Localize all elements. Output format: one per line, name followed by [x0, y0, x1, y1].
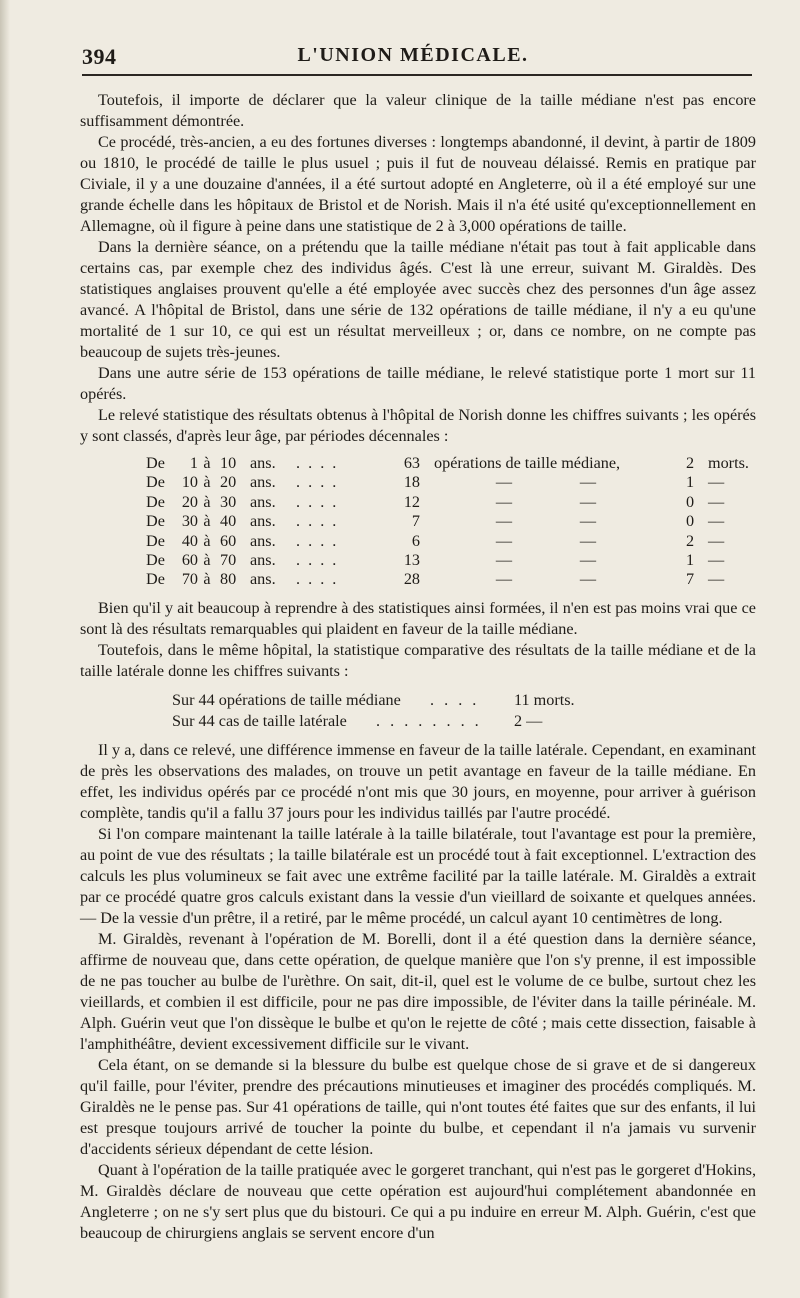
ditto-mark: —	[579, 512, 597, 531]
ditto-mark: —	[579, 550, 597, 569]
leader-dots: . . . . . . . .	[376, 711, 482, 730]
deaths-unit: —	[708, 512, 725, 531]
age-from: 30	[181, 512, 198, 531]
death-count: 0	[686, 492, 695, 511]
ditto-mark: —	[495, 512, 513, 531]
row-a: à	[203, 550, 211, 569]
paragraph: Quant à l'opération de la taille pratiquée avec le gorgeret tranchant, qui n'est pas le gorgeret d'Hokins, M. Giraldès déclare de nouveau que cette opération est aujourd'hui complétement abandonnée en Angleterre ; on ne s'y sert plus que du bistouri. Ce qui a pu induire en erreur M. Alph. Guérin, c'est que beaucoup de chirurgiens anglais se servent encore d'un	[80, 1160, 756, 1242]
age-from: 60	[181, 550, 198, 569]
row-ans: ans.	[250, 473, 276, 492]
ditto-mark: —	[579, 473, 597, 492]
row-a: à	[203, 570, 211, 589]
age-statistics-table	[80, 454, 756, 590]
table-row	[80, 493, 756, 512]
operation-count: 63	[403, 454, 420, 472]
death-count: 1	[686, 473, 695, 492]
ditto-mark: —	[495, 550, 513, 569]
age-to: 80	[220, 570, 237, 589]
age-from: 40	[181, 531, 198, 550]
paragraph: Ce procédé, très-ancien, a eu des fortunes diverses : longtemps abandonné, il devint, à partir de 1809 ou 1810, le procédé de taille le plus usuel ; puis il fut de nouveau délaissé. Remis en pratique par Civiale, il y a une douzaine d'années, il a été surtout adopté en Angleterre, où il a été employé sur une grande échelle dans les hôpitaux de Bristol et de Norish. Mais il n'a été usité qu'exceptionnellement en Allemagne, où il figure à peine dans une statistique de 2 à 3,000 opérations de taille.	[80, 133, 756, 235]
leader-dots: . . . .	[296, 512, 339, 531]
age-from: 70	[181, 570, 198, 589]
leader-dots: . . . .	[296, 454, 339, 472]
table-row	[80, 454, 756, 473]
comparison-table	[80, 690, 756, 732]
deaths-unit: —	[708, 473, 725, 492]
ditto-mark: —	[579, 531, 597, 550]
paragraph: Toutefois, il importe de déclarer que la valeur clinique de la taille médiane n'est pas encore suffisamment démontrée.	[80, 91, 756, 130]
death-count: 2	[686, 531, 695, 550]
age-from: 20	[181, 492, 198, 511]
ditto-mark: —	[579, 570, 597, 589]
ditto-mark: —	[495, 570, 513, 589]
deaths-unit: —	[708, 550, 725, 569]
row-ans: ans.	[250, 550, 276, 569]
age-to: 60	[220, 531, 237, 550]
running-title: L'UNION MÉDICALE.	[297, 44, 529, 66]
death-count: 0	[686, 512, 695, 531]
row-de: De	[146, 570, 165, 589]
page-number: 394	[82, 44, 117, 69]
paragraph: M. Giraldès, revenant à l'opération de M. Borelli, dont il a été question dans la dernière séance, affirme de nouveau que, dans cette opération, de quelque manière que l'on s'y prenne, il est impossible de ne pas toucher au bulbe de l'urèthre. On sait, dit-il, quel est le volume de ce bulbe, surtout chez les vieillards, et combien il est difficile, pour ne pas dire impossible, de l'éviter dans la taille périnéale. M. Alph. Guérin veut que l'on dissèque le bulbe et qu'on le rejette de côté ; mais cette dissection, faisable à l'amphithéâtre, devient excessivement difficile sur le vivant.	[80, 929, 756, 1053]
row-de: De	[146, 454, 165, 472]
paragraph: Dans une autre série de 153 opérations de taille médiane, le relevé statistique porte 1 mort sur 11 opérés.	[80, 364, 756, 403]
leader-dots: . . . .	[296, 550, 339, 569]
row-a: à	[203, 473, 211, 492]
row-a: à	[203, 492, 211, 511]
comparison-label: Sur 44 opérations de taille médiane	[172, 690, 401, 709]
leader-dots: . . . .	[296, 531, 339, 550]
leader-dots: . . . .	[296, 473, 339, 492]
page-header	[82, 40, 744, 72]
paragraph: Le relevé statistique des résultats obtenus à l'hôpital de Norish donne les chiffres suivants ; les opérés y sont classés, d'après leur âge, par périodes décennales :	[80, 406, 756, 445]
paragraph: Dans la dernière séance, on a prétendu que la taille médiane n'était pas tout à fait applicable dans certains cas, par exemple chez des individus âgés. C'est là une erreur, suivant M. Giraldès. Des statistiques anglaises prouvent qu'elle a été employée avec succès chez des personnes d'un âge assez avancé. A l'hôpital de Bristol, dans une série de 132 opérations de taille médiane, il n'y a eu qu'une mortalité de 1 sur 10, ce qui est un résultat merveilleux ; or, dans ce nombre, on ne compte pas beaucoup de sujets très-jeunes.	[80, 238, 756, 361]
comparison-label: Sur 44 cas de taille latérale	[172, 711, 347, 730]
ditto-mark: —	[495, 492, 513, 511]
paragraph: Bien qu'il y ait beaucoup à reprendre à des statistiques ainsi formées, il n'en est pas moins vrai que ce sont là des résultats remarquables qui plaident en faveur de la taille médiane.	[80, 598, 756, 638]
table-row	[80, 690, 756, 711]
age-to: 10	[220, 454, 237, 472]
row-a: à	[203, 512, 211, 531]
operation-count: 12	[403, 492, 420, 511]
ditto-mark: —	[579, 492, 597, 511]
row-ans: ans.	[250, 454, 276, 472]
operation-count: 7	[411, 512, 420, 531]
paragraph: Toutefois, dans le même hôpital, la statistique comparative des résultats de la taille médiane et de la taille latérale donne les chiffres suivants :	[80, 640, 756, 680]
death-count: 7	[686, 570, 695, 589]
table-row	[80, 711, 756, 732]
comparison-value: 2 —	[514, 711, 543, 730]
age-to: 30	[220, 492, 237, 511]
operation-count: 18	[403, 473, 420, 492]
table-row	[80, 473, 756, 492]
deaths-unit: morts.	[708, 454, 749, 472]
row-de: De	[146, 492, 165, 511]
row-de: De	[146, 550, 165, 569]
leader-dots: . . . .	[430, 690, 480, 709]
age-from: 10	[181, 473, 198, 492]
paragraph: Cela étant, on se demande si la blessure du bulbe est quelque chose de si grave et de si dangereux qu'il faille, pour l'éviter, prendre des précautions minutieuses et imaginer des procédés compliqués. M. Giraldès ne le pense pas. Sur 41 opérations de taille, qui n'ont toutes été faites que sur des enfants, il lui est presque toujours arrivé de toucher la pointe du bulbe, et cependant il n'a jamais vu survenir d'accidents sérieux dépendant de cette lésion.	[80, 1055, 756, 1158]
comparison-value: 11 morts.	[514, 690, 575, 709]
table-row	[80, 512, 756, 531]
paragraph: Si l'on compare maintenant la taille latérale à la taille bilatérale, tout l'avantage est pour la première, au point de vue des résultats ; la taille bilatérale est un procédé tout à fait exceptionnel. L'extraction des calculs les plus volumineux se fait avec une extrême facilité par la taille latérale. M. Giraldès a extrait par ce procédé quatre gros calculs existant dans la vessie d'un vieillard de soixante et quelques années. — De la vessie d'un prêtre, il a retiré, par le même procédé, un calcul ayant 10 centimètres de long.	[80, 824, 756, 927]
table-row	[80, 551, 756, 570]
row-de: De	[146, 531, 165, 550]
ditto-mark: —	[495, 473, 513, 492]
age-to: 70	[220, 550, 237, 569]
death-count: 2	[686, 454, 695, 472]
operation-count: 13	[403, 550, 420, 569]
row-de: De	[146, 512, 165, 531]
leader-dots: . . . .	[296, 492, 339, 511]
row-ans: ans.	[250, 492, 276, 511]
row-de: De	[146, 473, 165, 492]
row-a: à	[203, 454, 211, 472]
operations-label: opérations de taille médiane,	[434, 454, 621, 472]
table-row	[80, 570, 756, 589]
header-rule	[82, 74, 752, 76]
deaths-unit: —	[708, 492, 725, 511]
operation-count: 6	[411, 531, 420, 550]
row-ans: ans.	[250, 570, 276, 589]
row-ans: ans.	[250, 531, 276, 550]
deaths-unit: —	[708, 531, 725, 550]
row-a: à	[203, 531, 211, 550]
ditto-mark: —	[495, 531, 513, 550]
table-row	[80, 532, 756, 551]
deaths-unit: —	[708, 570, 725, 589]
paragraph: Il y a, dans ce relevé, une différence immense en faveur de la taille latérale. Cependant, en examinant de près les observations des malades, on trouve un petit avantage en faveur de la taille médiane. En effet, les individus opérés par ce procédé n'ont mis que 30 jours, en moyenne, pour arriver à guérison complète, tandis qu'il a fallu 37 jours pour les individus taillés par l'autre procédé.	[80, 740, 756, 822]
article-body	[80, 90, 756, 1244]
row-ans: ans.	[250, 512, 276, 531]
age-from: 1	[189, 454, 198, 472]
page-binding-shadow	[0, 0, 10, 1298]
operation-count: 28	[403, 570, 420, 589]
death-count: 1	[686, 550, 695, 569]
leader-dots: . . . .	[296, 570, 339, 589]
age-to: 40	[220, 512, 237, 531]
age-to: 20	[220, 473, 237, 492]
